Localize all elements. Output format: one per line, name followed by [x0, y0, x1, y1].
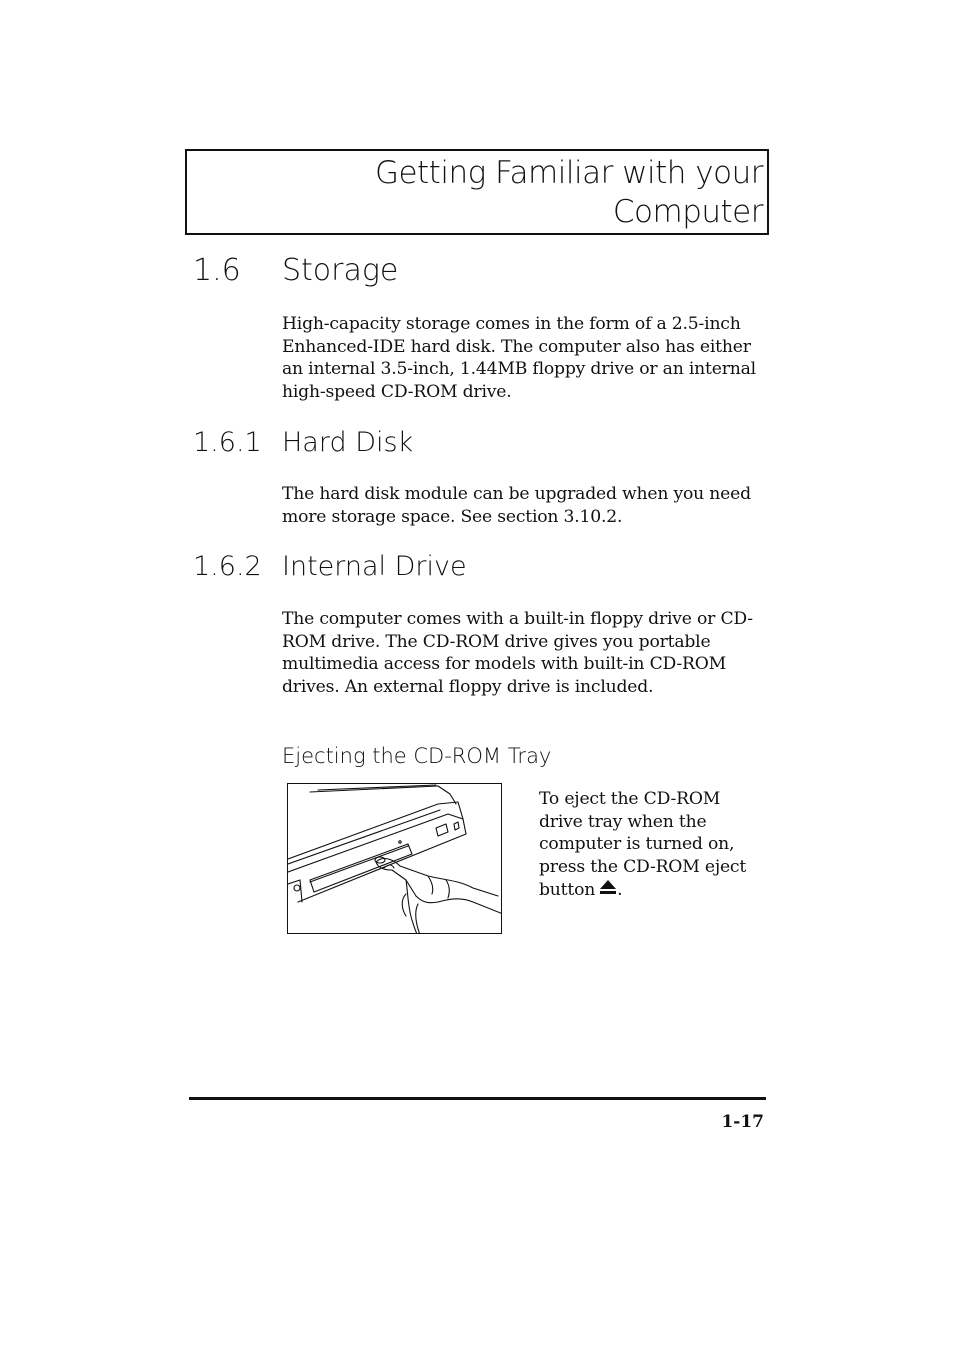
procedure-title: Ejecting the CD-ROM Tray — [282, 744, 552, 768]
section-number: 1.6 — [193, 253, 241, 288]
subsection-title-internal-drive: Internal Drive — [282, 551, 467, 582]
page-number: 1-17 — [721, 1112, 764, 1132]
eject-icon — [599, 879, 617, 902]
subsection-body-hard-disk: The hard disk module can be upgraded when you need more storage space. See section 3.10.2. — [282, 484, 751, 527]
chapter-title-line-2: Computer — [612, 194, 763, 230]
subsection-body-internal-drive: The computer comes with a built-in floppy drive or CD-ROM drive. The CD-ROM drive gives you portable multimedia access for models with built-in CD-ROM drives. An external floppy drive is included. — [282, 609, 753, 698]
procedure-text: To eject the CD-ROM drive tray when the computer is turned on, press the CD-ROM eject button — [539, 789, 747, 900]
footer-rule — [189, 1097, 766, 1100]
section-title: Storage — [282, 253, 399, 288]
subsection-title-hard-disk: Hard Disk — [282, 427, 414, 458]
section-body: High-capacity storage comes in the form of a 2.5-inch Enhanced-IDE hard disk. The computer also has either an internal 3.5-inch, 1.44MB floppy drive or an internal high-speed CD-ROM drive. — [282, 314, 756, 403]
subsection-number-hard-disk: 1.6.1 — [193, 427, 262, 458]
procedure-instructions — [539, 788, 764, 902]
procedure-text-end: . — [617, 879, 623, 900]
chapter-header-box — [185, 149, 769, 235]
chapter-title — [203, 154, 763, 232]
subsection-number-internal-drive: 1.6.2 — [193, 551, 262, 582]
cd-rom-eject-illustration — [287, 783, 502, 934]
chapter-title-line-1: Getting Familiar with your — [374, 155, 763, 191]
